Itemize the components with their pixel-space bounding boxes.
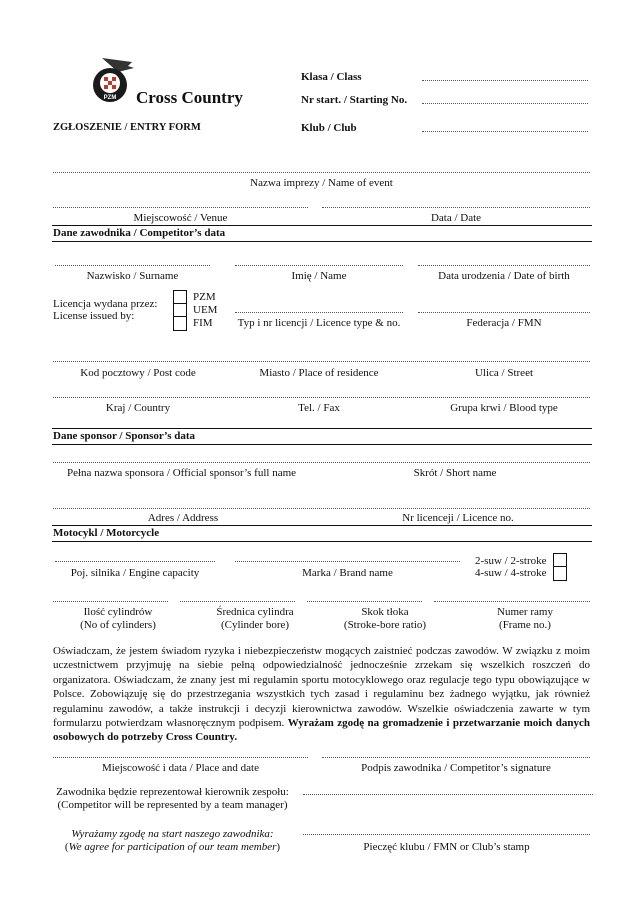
pzm-logo	[88, 52, 136, 108]
pzm-option-label: PZM	[193, 291, 216, 303]
surname-label: Nazwisko / Surname	[86, 270, 179, 282]
declaration-paragraph	[53, 644, 590, 745]
venue-label: Miejscowość / Venue	[133, 212, 228, 224]
signature-field[interactable]	[322, 757, 590, 758]
sponsor-name-field[interactable]	[53, 462, 590, 463]
starting-no-label: Nr start. / Starting No.	[301, 94, 408, 106]
venue-field[interactable]	[53, 207, 308, 208]
engine-capacity-field[interactable]	[55, 561, 215, 562]
pzm-logo-icon	[88, 52, 136, 108]
starting-no-field[interactable]	[422, 103, 588, 104]
club-stamp-label: Pieczęć klubu / FMN or Club’s stamp	[363, 841, 530, 853]
motorcycle-section-title: Motocykl / Motorcycle	[53, 527, 160, 539]
team-manager-field[interactable]	[303, 794, 593, 795]
country-label: Kraj / Country	[105, 402, 171, 414]
address-line-field[interactable]	[53, 361, 590, 362]
street-label: Ulica / Street	[474, 367, 534, 379]
postcode-label: Kod pocztowy / Post code	[80, 367, 196, 379]
city-label: Miasto / Place of residence	[259, 367, 379, 379]
section-divider	[52, 428, 592, 429]
sponsor-full-name-label: Pełna nazwa sponsora / Official sponsor’s full name	[67, 467, 297, 479]
signature-label: Podpis zawodnika / Competitor’s signature	[361, 762, 551, 774]
brand-field[interactable]	[235, 561, 460, 562]
club-field[interactable]	[422, 131, 588, 132]
frame-label-pl: Numer ramy	[497, 606, 553, 618]
contact-line-field[interactable]	[53, 397, 590, 398]
license-issued-label-en: License issued by:	[53, 310, 135, 322]
stroke-label-en: (Stroke-bore ratio)	[343, 619, 427, 631]
blood-type-label: Grupa krwi / Blood type	[450, 402, 558, 414]
licence-type-field[interactable]	[235, 312, 403, 313]
date-field[interactable]	[322, 207, 590, 208]
cylinders-field[interactable]	[53, 601, 168, 602]
phone-label: Tel. / Fax	[298, 402, 340, 414]
period: .	[234, 731, 238, 744]
svg-text:PZM: PZM	[103, 95, 117, 101]
club-stamp-field[interactable]	[303, 834, 590, 835]
sponsor-address-field[interactable]	[53, 508, 590, 509]
fim-checkbox[interactable]	[173, 316, 187, 331]
team-manager-label-pl: Zawodnika będzie reprezentował kierownik zespołu:	[56, 786, 289, 798]
section-divider	[52, 241, 592, 242]
place-date-field[interactable]	[53, 757, 308, 758]
club-label: Klub / Club	[301, 122, 357, 134]
club-consent-label-pl: Wyrażamy zgodę na start naszego zawodnika:	[71, 828, 274, 840]
surname-field[interactable]	[55, 265, 210, 266]
brand-label: Marka / Brand name	[302, 567, 393, 579]
sponsor-licence-label: Nr licenceji / Licence no.	[402, 512, 514, 524]
section-divider	[52, 225, 592, 226]
event-name-label: Nazwa imprezy / Name of event	[250, 177, 393, 189]
dob-label: Data urodzenia / Date of birth	[438, 270, 570, 282]
declaration-text: Oświadczam, że jestem świadom ryzyka i niebezpieczeństw mogących zaistnieć podczas zawodów. W związku z moim uczestnictwem przyjmuję na siebie pełną odpowiedzialność jednocześnie zrzekam się wszelkich roszczeń do organizatora. Oświadczam, że znany jest mi regulamin sportu motocyklowego oraz regulacje tego typu obowiązujące w Polsce. Zobowiązuję się do przestrzegania wszystkich tych zasad i regulaminu bez żadnego wyjątku, jak również regulaminu zawodów, a także instrukcji i decyzji kierownictwa zawodów. Wszelkie oświadczenia zawarte w tym formularzu potwierdzam własnoręcznym podpisem.	[53, 645, 590, 730]
data-consent-text: Wyrażam zgodę na gromadzenie i przetwarzanie moich danych osobowych do potrzeby Cross Country	[53, 717, 590, 744]
event-name-field[interactable]	[53, 172, 590, 173]
stroke-label-pl: Skok tłoka	[361, 606, 409, 618]
class-field[interactable]	[422, 80, 588, 81]
bore-field[interactable]	[180, 601, 295, 602]
federation-field[interactable]	[418, 312, 590, 313]
cylinders-label-pl: Ilość cylindrów	[83, 606, 153, 618]
sponsor-section-title: Dane sponsor / Sponsor’s data	[53, 430, 196, 442]
uem-option-label: UEM	[193, 304, 218, 316]
sponsor-address-label: Adres / Address	[147, 512, 219, 524]
cylinders-label-en: (No of cylinders)	[80, 619, 156, 631]
class-label: Klasa / Class	[301, 71, 362, 83]
four-stroke-label: 4-suw / 4-stroke	[475, 567, 547, 579]
four-stroke-checkbox[interactable]	[553, 566, 567, 581]
federation-label: Federacja / FMN	[466, 317, 542, 329]
date-label: Data / Date	[430, 212, 482, 224]
section-divider	[52, 541, 592, 542]
frame-label-en: (Frame no.)	[499, 619, 551, 631]
name-field[interactable]	[235, 265, 403, 266]
club-consent-label-en	[50, 841, 295, 853]
license-issued-label-pl: Licencja wydana przez:	[53, 298, 158, 310]
name-label: Imię / Name	[291, 270, 347, 282]
dob-field[interactable]	[418, 265, 590, 266]
place-date-label: Miejscowość i data / Place and date	[101, 762, 259, 774]
section-divider	[52, 525, 592, 526]
fim-option-label: FIM	[193, 317, 213, 329]
form-title: ZGŁOSZENIE / ENTRY FORM	[53, 122, 201, 133]
section-divider	[52, 444, 592, 445]
stroke-ratio-field[interactable]	[307, 601, 422, 602]
team-manager-label-en: (Competitor will be represented by a team manager)	[57, 799, 288, 811]
sponsor-short-name-label: Skrót / Short name	[413, 467, 497, 479]
licence-type-label: Typ i nr licencji / Licence type & no.	[237, 317, 401, 329]
two-stroke-label: 2-suw / 2-stroke	[475, 555, 547, 567]
engine-capacity-label: Poj. silnika / Engine capacity	[70, 567, 200, 579]
app-title: Cross Country	[136, 88, 243, 107]
paren: (	[64, 841, 69, 853]
competitor-section-title: Dane zawodnika / Competitor’s data	[53, 227, 226, 239]
club-consent-text-en: We agree for participation of our team member	[68, 841, 277, 853]
bore-label-pl: Średnica cylindra	[216, 606, 294, 618]
paren: )	[276, 841, 281, 853]
bore-label-en: (Cylinder bore)	[220, 619, 290, 631]
frame-no-field[interactable]	[434, 601, 590, 602]
